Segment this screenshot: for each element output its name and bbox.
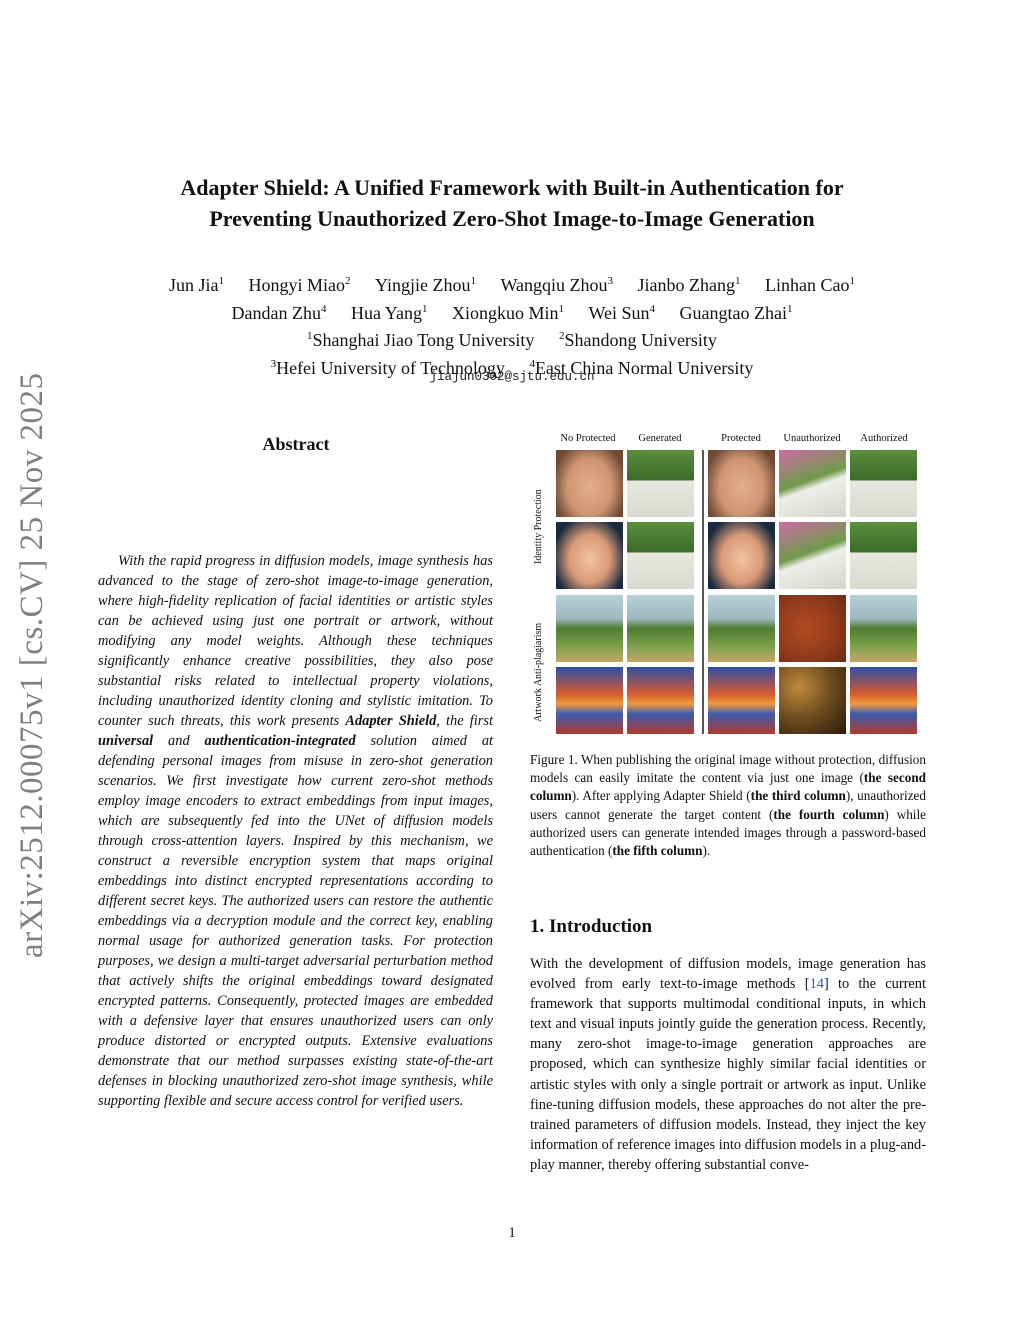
image-art-2-original [556,667,623,734]
row-label-artwork: Artwork Anti-plagiarism [533,622,544,722]
author-block [100,270,924,380]
author: Wei Sun$^4$ [588,302,656,323]
image-art-2-generated [627,667,694,734]
col-header-authorized: Authorized [860,433,908,444]
image-face-2-unauthorized [779,522,846,589]
page-number: 1 [508,1225,516,1241]
col-header-generated: Generated [638,433,682,444]
author: Wangqiu Zhou$^3$ [500,275,614,295]
figure-caption: Figure 1. When publishing the original image without protection, diffusion models can easily imitate the content via just one image (the second column). After applying Adapter Shield (the third column), unauthorized users cannot generate the target content (the fourth column) while authorized users can generate intended images through a password-based authentication (the fifth column). [530,752,926,859]
image-face-1-original [556,450,623,517]
affiliation: $^3$Hefei University of Technology [270,357,505,378]
image-art-2-unauthorized [779,667,846,734]
author: Jun Jia$^1$ [168,275,224,295]
image-face-1-unauthorized [779,450,846,517]
image-face-1-protected [708,450,775,517]
col-header-protected: Protected [721,433,761,444]
author-email[interactable]: jiajun0302@sjtu.edu.cn [429,370,595,384]
image-face-2-original [556,522,623,589]
image-face-1-authorized [850,450,917,517]
image-art-1-generated [627,595,694,662]
author: Jianbo Zhang$^1$ [637,275,741,295]
section-heading: 1. Introduction [530,916,653,937]
image-art-1-unauthorized [779,595,846,662]
image-face-2-authorized [850,522,917,589]
author: Dandan Zhu$^4$ [231,302,327,323]
affiliation: $^2$Shandong University [558,330,717,350]
introduction-text: With the development of diffusion models, image generation has evolved from early text-to-image methods [14] to the current framework that supports multimodal conditional inputs, in which text and visual inputs jointly guide the generation process. Recently, many zero-shot image-to-image generation approaches are proposed, which can synthesize highly similar facial identities or artistic styles with only a single portrait or artwork as input. Unlike fine-tuning diffusion models, these approaches do not alter the pre-trained parameters of diffusion models. Instead, they inject the key information of reference images into diffusion models in a plug-and-play manner, thereby offering substantial conve- [530,956,927,1173]
author: Guangtao Zhai$^1$ [679,302,793,323]
figure-1 [530,430,926,740]
image-art-1-original [556,595,623,662]
image-face-2-protected [708,522,775,589]
title-line-1: Adapter Shield: A Unified Framework with Built-in Authentication for [180,175,844,200]
author: Linhan Cao$^1$ [765,275,855,295]
col-header-unauthorized: Unauthorized [783,433,841,444]
image-art-1-authorized [850,595,917,662]
affiliation: $^1$Shanghai Jiao Tong University [307,330,535,350]
paper-title [100,172,924,234]
arxiv-stamp: arXiv:2512.00075v1 [cs.CV] 25 Nov 2025 [14,372,50,958]
col-header-no-protected: No Protected [560,433,616,444]
image-face-2-generated [627,522,694,589]
image-art-2-authorized [850,667,917,734]
author: Yingjie Zhou$^1$ [374,275,476,295]
author: Hongyi Miao$^2$ [248,275,351,295]
abstract-heading: Abstract [262,434,330,454]
row-label-identity: Identity Protection [533,489,544,564]
citation-link[interactable]: 14 [809,976,824,993]
author-line-1 [100,270,924,298]
abstract-paragraph: With the rapid progress in diffusion models, image synthesis has advanced to the stage of zero-shot image-to-image generation, where high-fidelity replication of facial identities or artistic styles can be achieved using just one portrait or artwork, without modifying any model weights. Although these techniques significantly enhance creative possibilities, they also pose substantial risks related to intellectual property violations, including unauthorized identity cloning and stylistic imitation. To counter such threats, this work presents Adapter Shield, the first universal and authentication-integrated solution aimed at defending personal images from misuse in zero-shot generation scenarios. We first investigate how current zero-shot methods employ image encoders to extract embeddings from input images, which are subsequently fed into the UNet of diffusion models through cross-attention layers. Inspired by this mechanism, we construct a reversible encryption system that maps original embeddings into distinct encrypted representations according to different secret keys. The authorized users can restore the authentic embeddings via a decryption module and the correct key, enabling normal usage for authorized generation tasks. For protection purposes, we design a multi-target adversarial perturbation method that actively shifts the original embeddings toward designated encrypted patterns. Consequently, protected images are embedded with a defensive layer that ensures unauthorized users can only produce distorted or encrypted outputs. Extensive evaluations demonstrate that our method surpasses existing state-of-the-art defenses in blocking unauthorized zero-shot image synthesis, while supporting flexible and secure access control for verified users. [98,553,494,1109]
abstract-body [98,551,493,1111]
column-separator [702,450,704,734]
image-face-1-generated [627,450,694,517]
affiliation-line-1 [100,325,924,353]
author: Hua Yang$^1$ [350,302,428,323]
image-art-2-protected [708,667,775,734]
affiliation: $^4$East China Normal University [529,357,754,378]
author: Xiongkuo Min$^1$ [451,302,564,323]
author-line-2 [100,298,924,326]
image-art-1-protected [708,595,775,662]
title-line-2: Preventing Unauthorized Zero-Shot Image-to-Image Generation [209,206,815,231]
